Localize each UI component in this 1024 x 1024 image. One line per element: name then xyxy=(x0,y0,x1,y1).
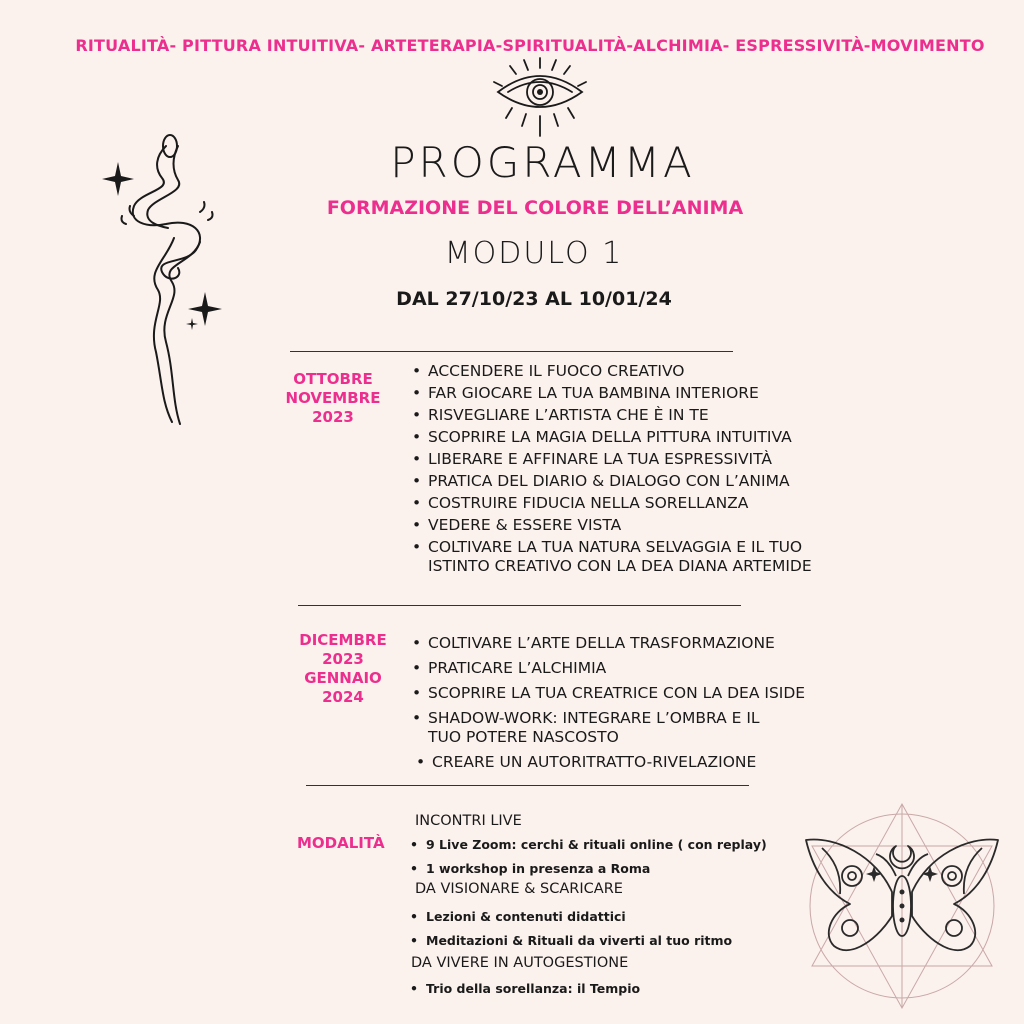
period-month: GENNAIO xyxy=(304,669,382,687)
period-month: OTTOBRE xyxy=(293,370,373,388)
list-item: • Trio della sorellanza: il Tempio xyxy=(410,981,640,997)
modalita-group-heading: DA VISIONARE & SCARICARE xyxy=(415,881,623,897)
list-item: • ACCENDERE IL FUOCO CREATIVO xyxy=(412,362,812,381)
modalita-list xyxy=(410,837,767,877)
list-item: • 1 workshop in presenza a Roma xyxy=(410,861,767,877)
page-title: PROGRAMMA xyxy=(390,138,695,187)
list-item: • Lezioni & contenuti didattici xyxy=(410,909,732,925)
modalita-list xyxy=(410,909,732,949)
section1-list xyxy=(412,362,812,576)
list-item: • COLTIVARE LA TUA NATURA SELVAGGIA E IL TUO ISTINTO CREATIVO CON LA DEA DIANA ARTEMIDE xyxy=(412,538,812,576)
list-item: • Meditazioni & Rituali da viverti al tuo ritmo xyxy=(410,933,732,949)
list-item: • PRATICARE L’ALCHIMIA xyxy=(412,659,805,678)
period-year: 2024 xyxy=(322,688,364,706)
period-year: 2023 xyxy=(322,650,364,668)
list-item: • SCOPRIRE LA MAGIA DELLA PITTURA INTUITIVA xyxy=(412,428,812,447)
list-item: • PRATICA DEL DIARIO & DIALOGO CON L’ANIMA xyxy=(412,472,812,491)
modalita-list xyxy=(410,981,640,997)
modalita-group-heading: DA VIVERE IN AUTOGESTIONE xyxy=(411,955,629,971)
module-dates: DAL 27/10/23 AL 10/01/24 xyxy=(396,288,672,310)
list-item: • 9 Live Zoom: cerchi & rituali online ( con replay) xyxy=(410,837,767,853)
moth-icon xyxy=(792,796,1012,1016)
course-subtitle: FORMAZIONE DEL COLORE DELL’ANIMA xyxy=(326,197,744,219)
modalita-label: MODALITÀ xyxy=(297,834,385,852)
period-month: DICEMBRE xyxy=(299,631,387,649)
list-item: • VEDERE & ESSERE VISTA xyxy=(412,516,812,535)
period-label-oct-nov xyxy=(273,370,393,427)
list-item: • FAR GIOCARE LA TUA BAMBINA INTERIORE xyxy=(412,384,812,403)
tagline: RITUALITÀ- PITTURA INTUITIVA- ARTETERAPIA-SPIRITUALITÀ-ALCHIMIA- ESPRESSIVITÀ-MOVIMENTO xyxy=(75,36,985,55)
eye-icon xyxy=(488,56,592,138)
list-item: • COSTRUIRE FIDUCIA NELLA SORELLANZA xyxy=(412,494,812,513)
modalita-group-heading: INCONTRI LIVE xyxy=(415,813,522,829)
section2-list xyxy=(412,634,805,772)
list-item: • LIBERARE E AFFINARE LA TUA ESPRESSIVITÀ xyxy=(412,450,812,469)
period-month: NOVEMBRE xyxy=(285,389,381,407)
module-title: MODULO 1 xyxy=(444,236,624,271)
divider xyxy=(306,785,749,786)
list-item: • COLTIVARE L’ARTE DELLA TRASFORMAZIONE xyxy=(412,634,805,653)
divider xyxy=(298,605,741,606)
divider xyxy=(290,351,733,352)
list-item: • RISVEGLIARE L’ARTISTA CHE È IN TE xyxy=(412,406,812,425)
list-item: • SHADOW-WORK: INTEGRARE L’OMBRA E IL TUO POTERE NASCOSTO xyxy=(412,709,805,747)
period-year: 2023 xyxy=(312,408,354,426)
list-item: • CREARE UN AUTORITRATTO-RIVELAZIONE xyxy=(416,753,805,772)
period-label-dec-jan xyxy=(283,631,403,707)
snake-icon xyxy=(100,132,230,432)
list-item: • SCOPRIRE LA TUA CREATRICE CON LA DEA ISIDE xyxy=(412,684,805,703)
